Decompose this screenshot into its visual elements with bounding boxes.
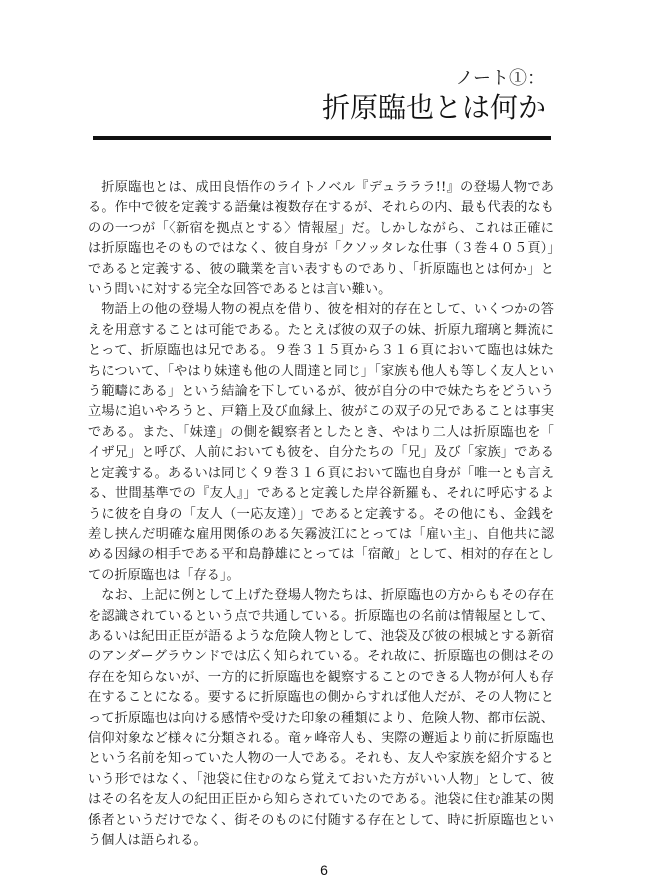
paragraph-2: 物語上の他の登場人物の視点を借り、彼を相対的存在として、いくつかの答えを用意することは可能である。たとえば彼の双子の妹、折原九瑠璃と舞流にとって、折原臨也は兄である。９巻３１５頁から３１６頁において臨也は妹たちについて、「やはり妹達も他の人間達と同じ」「家族も他人も等しく友人という範疇にある」という結論を下しているが、彼が自分の中で妹たちをどういう立場に追いやろうと、戸籍上及び血縁上、彼がこの双子の兄であることは事実である。また、「妹達」の側を観察者としたとき、やはり二人は折原臨也を「イザ兄」と呼び、人前においても彼を、自分たちの「兄」及び「家族」であると定義する。あるいは同じく９巻３１６頁において臨也自身が「唯一とも言える、世間基準での『友人』」であると定義した岸谷新羅も、それに呼応するように彼を自身の「友人（一応友達）」であると定義する。その他にも、金銭を差し挟んだ明確な雇用関係のある矢霧波江にとっては「雇い主」、自他共に認める因縁の相手である平和島静雄にとっては「宿敵」として、相対的存在としての折原臨也は「存る」。 bbox=[88, 302, 554, 583]
title-underline bbox=[93, 136, 551, 140]
paragraph-1: 折原臨也とは、成田良悟作のライトノベル『デュラララ!!』の登場人物である。作中で彼を定義する語彙は複数存在するが、それらの内、最も代表的なものの一つが「〈新宿を拠点とする〉情報屋」だ。しかしながら、これは正確には折原臨也そのものではなく、彼自身が「クソッタレな仕事（３巻４０５頁）」であると定義する、彼の職業を言い表すものであり、「折原臨也とは何か」という問いに対する完全な回答であるとは言い難い。 bbox=[88, 180, 554, 298]
body-text bbox=[88, 178, 554, 851]
paragraph-3: なお、上記に例として上げた登場人物たちは、折原臨也の方からもその存在を認識されているという点で共通している。折原臨也の名前は情報屋として、あるいは紀田正臣が語るような危険人物として、池袋及び彼の根城とする新宿のアンダーグラウンドでは広く知られている。それ故に、折原臨也の側はその存在を知らないが、一方的に折原臨也を観察することのできる人物が何人も存在することになる。要するに折原臨也の側からすれば他人だが、その人物にとって折原臨也は向ける感情や受けた印象の種類により、危険人物、都市伝説、信仰対象など様々に分類される。竜ヶ峰帝人も、実際の邂逅より前に折原臨也という名前を知っていた人物の一人である。それも、友人や家族を紹介するという形ではなく、「池袋に住むのなら覚えておいた方がいい人物」として、彼はその名を友人の紀田正臣から知らされていたのである。池袋に住む誰某の関係者というだけでなく、街そのものに付随する存在として、時に折原臨也という個人は語られる。 bbox=[88, 588, 554, 848]
page-title: 折原臨也とは何か bbox=[321, 91, 546, 124]
chapter-label: ノート①： bbox=[455, 68, 545, 89]
page-number: 6 bbox=[320, 862, 328, 878]
